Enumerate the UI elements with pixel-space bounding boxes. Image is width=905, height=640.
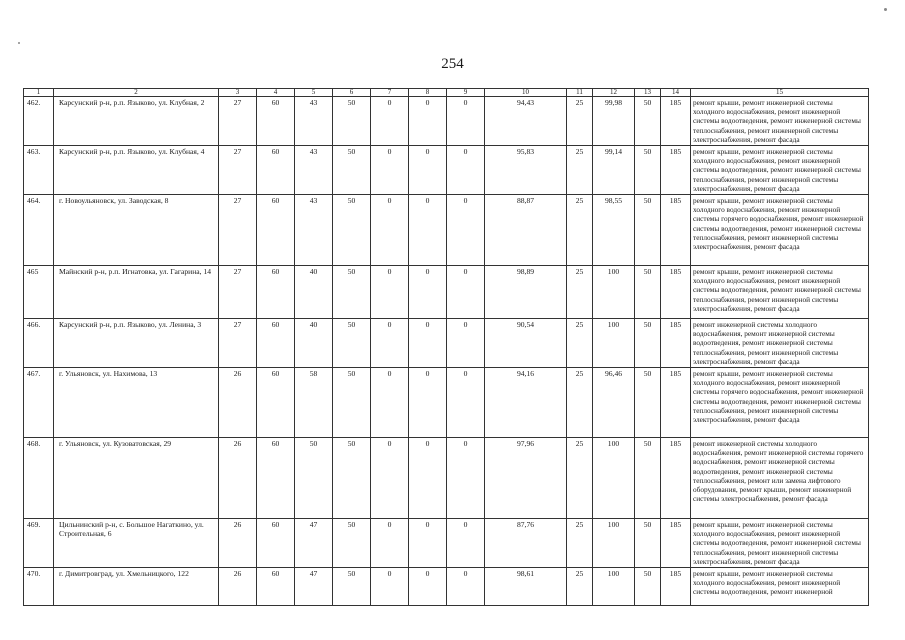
- col13-cell: 50: [635, 146, 661, 195]
- col9-cell: 0: [447, 146, 485, 195]
- col4-cell: 60: [257, 319, 295, 368]
- col5-cell: 40: [295, 319, 333, 368]
- table-row: [24, 195, 869, 266]
- works-list-cell: ремонт крыши, ремонт инженерной системы холодного водоснабжения, ремонт инженерной системы горячего водоснабжения, ремонт инженерной системы водоотведения, ремонт инженерной системы теплоснабжения, ремонт инженерной системы электроснабжения, ремонт фасада: [691, 368, 869, 438]
- col14-cell: 185: [661, 319, 691, 368]
- col10-cell: 97,96: [485, 438, 567, 519]
- works-list-cell: ремонт крыши, ремонт инженерной системы холодного водоснабжения, ремонт инженерной системы водоотведения, ремонт инженерной системы теплоснабжения, ремонт инженерной системы электроснабжения, ремонт фасада: [691, 146, 869, 195]
- col13-cell: 50: [635, 368, 661, 438]
- col14-cell: 185: [661, 266, 691, 319]
- page-number: 254: [441, 56, 464, 72]
- col11-cell: 25: [567, 519, 593, 568]
- col3-cell: 26: [219, 368, 257, 438]
- col12-cell: 96,46: [593, 368, 635, 438]
- col9-cell: 0: [447, 568, 485, 606]
- col14-cell: 185: [661, 195, 691, 266]
- table-body: [24, 97, 869, 606]
- col12-cell: 98,55: [593, 195, 635, 266]
- scan-artifact: [884, 8, 887, 11]
- col7-cell: 0: [371, 146, 409, 195]
- row-index: 469.: [24, 519, 54, 568]
- works-list-cell: ремонт крыши, ремонт инженерной системы холодного водоснабжения, ремонт инженерной системы водоотведения, ремонт инженерной: [691, 568, 869, 606]
- table-row: [24, 319, 869, 368]
- repair-program-table: [23, 88, 869, 606]
- col14-cell: 185: [661, 519, 691, 568]
- col4-cell: 60: [257, 146, 295, 195]
- col8-cell: 0: [409, 438, 447, 519]
- row-index: 463.: [24, 146, 54, 195]
- row-index: 470.: [24, 568, 54, 606]
- col10-cell: 98,61: [485, 568, 567, 606]
- col9-cell: 0: [447, 319, 485, 368]
- col6-cell: 50: [333, 368, 371, 438]
- col8-cell: 0: [409, 519, 447, 568]
- col8-cell: 0: [409, 195, 447, 266]
- col11-cell: 25: [567, 368, 593, 438]
- col5-cell: 40: [295, 266, 333, 319]
- col9-cell: 0: [447, 519, 485, 568]
- col9-cell: 0: [447, 438, 485, 519]
- col12-cell: 99,14: [593, 146, 635, 195]
- col14-cell: 185: [661, 438, 691, 519]
- col9-cell: 0: [447, 195, 485, 266]
- col6-cell: 50: [333, 97, 371, 146]
- col4-cell: 60: [257, 97, 295, 146]
- column-number-header: 14: [661, 89, 691, 97]
- col14-cell: 185: [661, 368, 691, 438]
- col11-cell: 25: [567, 97, 593, 146]
- col7-cell: 0: [371, 319, 409, 368]
- col14-cell: 185: [661, 146, 691, 195]
- col7-cell: 0: [371, 266, 409, 319]
- row-index: 464.: [24, 195, 54, 266]
- works-list-cell: ремонт крыши, ремонт инженерной системы холодного водоснабжения, ремонт инженерной системы водоотведения, ремонт инженерной системы теплоснабжения, ремонт инженерной системы электроснабжения, ремонт фасада: [691, 97, 869, 146]
- column-number-header: 4: [257, 89, 295, 97]
- col8-cell: 0: [409, 368, 447, 438]
- col8-cell: 0: [409, 568, 447, 606]
- col7-cell: 0: [371, 368, 409, 438]
- column-number-header: 3: [219, 89, 257, 97]
- column-number-header: 15: [691, 89, 869, 97]
- col5-cell: 50: [295, 438, 333, 519]
- col3-cell: 27: [219, 195, 257, 266]
- col10-cell: 94,16: [485, 368, 567, 438]
- address-cell: Карсунский р-н, р.п. Языково, ул. Клубная, 4: [54, 146, 219, 195]
- column-number-header: 6: [333, 89, 371, 97]
- col7-cell: 0: [371, 97, 409, 146]
- col3-cell: 27: [219, 319, 257, 368]
- works-list-cell: ремонт инженерной системы холодного водоснабжения, ремонт инженерной системы водоотведения, ремонт инженерной системы теплоснабжения, ремонт инженерной системы электроснабжения, ремонт фасада: [691, 319, 869, 368]
- col14-cell: 185: [661, 97, 691, 146]
- col3-cell: 26: [219, 568, 257, 606]
- col5-cell: 43: [295, 97, 333, 146]
- col11-cell: 25: [567, 568, 593, 606]
- col12-cell: 99,98: [593, 97, 635, 146]
- table-row: [24, 568, 869, 606]
- col13-cell: 50: [635, 568, 661, 606]
- row-index: 467.: [24, 368, 54, 438]
- col12-cell: 100: [593, 319, 635, 368]
- works-list-cell: ремонт инженерной системы холодного водоснабжения, ремонт инженерной системы горячего водоснабжения, ремонт инженерной системы водоотведения, ремонт инженерной системы теплоснабжения, ремонт или замена лифтового оборудования, ремонт крыши, ремонт инженерной системы электроснабжения, ремонт фасада: [691, 438, 869, 519]
- col4-cell: 60: [257, 438, 295, 519]
- col12-cell: 100: [593, 266, 635, 319]
- col13-cell: 50: [635, 319, 661, 368]
- col10-cell: 88,87: [485, 195, 567, 266]
- col3-cell: 27: [219, 146, 257, 195]
- col6-cell: 50: [333, 568, 371, 606]
- col7-cell: 0: [371, 519, 409, 568]
- col6-cell: 50: [333, 195, 371, 266]
- column-number-header: 12: [593, 89, 635, 97]
- col8-cell: 0: [409, 319, 447, 368]
- works-list-cell: ремонт крыши, ремонт инженерной системы холодного водоснабжения, ремонт инженерной системы водоотведения, ремонт инженерной системы теплоснабжения, ремонт инженерной системы электроснабжения, ремонт фасада: [691, 266, 869, 319]
- col11-cell: 25: [567, 438, 593, 519]
- col6-cell: 50: [333, 438, 371, 519]
- col6-cell: 50: [333, 519, 371, 568]
- address-cell: г. Димитровград, ул. Хмельницкого, 122: [54, 568, 219, 606]
- col13-cell: 50: [635, 519, 661, 568]
- col3-cell: 26: [219, 519, 257, 568]
- table-row: [24, 368, 869, 438]
- col10-cell: 95,83: [485, 146, 567, 195]
- table-row: [24, 438, 869, 519]
- column-number-header: 11: [567, 89, 593, 97]
- column-number-header: 10: [485, 89, 567, 97]
- col8-cell: 0: [409, 97, 447, 146]
- col10-cell: 98,89: [485, 266, 567, 319]
- col13-cell: 50: [635, 266, 661, 319]
- col5-cell: 43: [295, 146, 333, 195]
- address-cell: Цильнинский р-н, с. Большое Нагаткино, ул. Строительная, 6: [54, 519, 219, 568]
- col13-cell: 50: [635, 195, 661, 266]
- address-cell: г. Ульяновск, ул. Нахимова, 13: [54, 368, 219, 438]
- col11-cell: 25: [567, 195, 593, 266]
- row-index: 466.: [24, 319, 54, 368]
- column-number-header: 1: [24, 89, 54, 97]
- col6-cell: 50: [333, 146, 371, 195]
- col10-cell: 90,54: [485, 319, 567, 368]
- col14-cell: 185: [661, 568, 691, 606]
- col5-cell: 47: [295, 519, 333, 568]
- col4-cell: 60: [257, 568, 295, 606]
- works-list-cell: ремонт крыши, ремонт инженерной системы холодного водоснабжения, ремонт инженерной системы горячего водоснабжения, ремонт инженерной системы водоотведения, ремонт инженерной системы теплоснабжения, ремонт инженерной системы электроснабжения, ремонт фасада: [691, 195, 869, 266]
- address-cell: Карсунский р-н, р.п. Языково, ул. Клубная, 2: [54, 97, 219, 146]
- col11-cell: 25: [567, 146, 593, 195]
- col7-cell: 0: [371, 438, 409, 519]
- address-cell: г. Ульяновск, ул. Кузоватовская, 29: [54, 438, 219, 519]
- table-row: [24, 146, 869, 195]
- scan-artifact: [18, 42, 20, 44]
- works-list-cell: ремонт крыши, ремонт инженерной системы холодного водоснабжения, ремонт инженерной системы водоотведения, ремонт инженерной системы теплоснабжения, ремонт инженерной системы электроснабжения, ремонт фасада: [691, 519, 869, 568]
- col9-cell: 0: [447, 266, 485, 319]
- col6-cell: 50: [333, 319, 371, 368]
- row-index: 465: [24, 266, 54, 319]
- col4-cell: 60: [257, 519, 295, 568]
- col6-cell: 50: [333, 266, 371, 319]
- col3-cell: 26: [219, 438, 257, 519]
- col5-cell: 58: [295, 368, 333, 438]
- table-row: [24, 97, 869, 146]
- col12-cell: 100: [593, 438, 635, 519]
- table-row: [24, 266, 869, 319]
- table-row: [24, 519, 869, 568]
- row-index: 468.: [24, 438, 54, 519]
- col7-cell: 0: [371, 195, 409, 266]
- column-number-header: 2: [54, 89, 219, 97]
- col13-cell: 50: [635, 97, 661, 146]
- col4-cell: 60: [257, 266, 295, 319]
- column-number-header: 7: [371, 89, 409, 97]
- column-number-header: 5: [295, 89, 333, 97]
- col8-cell: 0: [409, 146, 447, 195]
- col12-cell: 100: [593, 568, 635, 606]
- col12-cell: 100: [593, 519, 635, 568]
- col9-cell: 0: [447, 97, 485, 146]
- column-number-header: 9: [447, 89, 485, 97]
- col5-cell: 47: [295, 568, 333, 606]
- col4-cell: 60: [257, 368, 295, 438]
- col7-cell: 0: [371, 568, 409, 606]
- column-number-header: 8: [409, 89, 447, 97]
- col3-cell: 27: [219, 266, 257, 319]
- col10-cell: 87,76: [485, 519, 567, 568]
- col3-cell: 27: [219, 97, 257, 146]
- address-cell: Карсунский р-н, р.п. Языково, ул. Ленина, 3: [54, 319, 219, 368]
- col11-cell: 25: [567, 319, 593, 368]
- col11-cell: 25: [567, 266, 593, 319]
- address-cell: Майнский р-н, р.п. Игнатовка, ул. Гагарина, 14: [54, 266, 219, 319]
- col9-cell: 0: [447, 368, 485, 438]
- column-number-header: 13: [635, 89, 661, 97]
- col13-cell: 50: [635, 438, 661, 519]
- row-index: 462.: [24, 97, 54, 146]
- address-cell: г. Новоульяновск, ул. Заводская, 8: [54, 195, 219, 266]
- col4-cell: 60: [257, 195, 295, 266]
- col10-cell: 94,43: [485, 97, 567, 146]
- col8-cell: 0: [409, 266, 447, 319]
- column-numbers-row: [24, 89, 869, 97]
- col5-cell: 43: [295, 195, 333, 266]
